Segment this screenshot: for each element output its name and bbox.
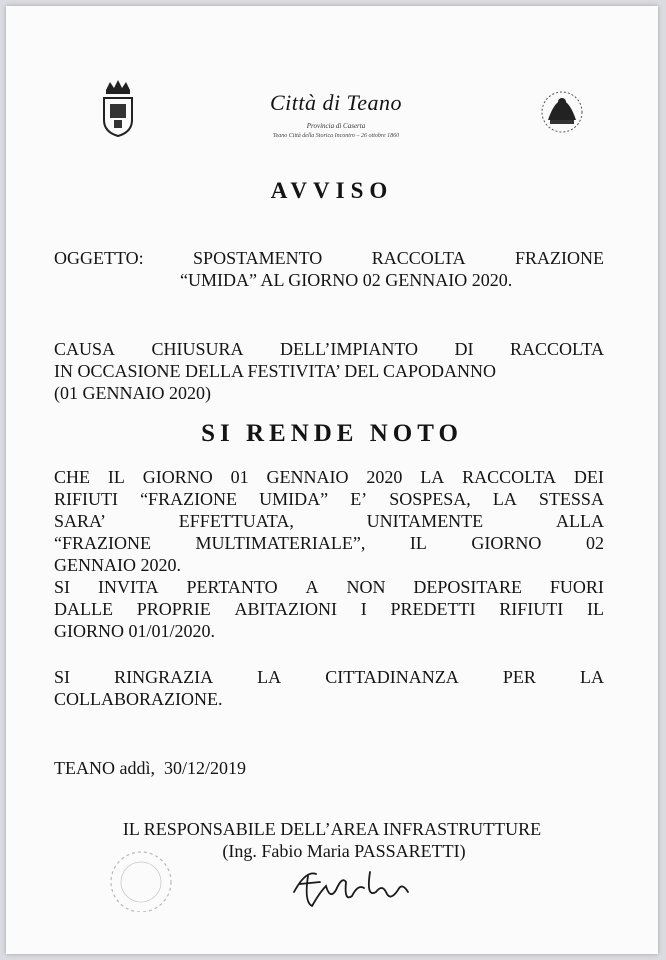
announcement-heading: SI RENDE NOTO xyxy=(201,420,463,447)
subject-line-2: “UMIDA” AL GIORNO 02 GENNAIO 2020. xyxy=(180,270,513,290)
city-heading xyxy=(236,90,436,139)
signatory-title: IL RESPONSABILE DELL’AREA INFRASTRUTTURE xyxy=(122,819,542,839)
motto-line: Teano Città della Storica Incontro – 26 ottobre 1860 xyxy=(272,133,400,139)
letterhead xyxy=(6,76,658,166)
handwritten-signature xyxy=(286,862,426,912)
official-stamp-icon xyxy=(96,842,186,912)
notice-title: AVVISO xyxy=(270,178,394,203)
place-and-date: TEANO addì, 30/12/2019 xyxy=(54,758,246,778)
thanks-paragraph: SI RINGRAZIA LA CITTADINANZA PER LA COLLABORAZIONE. xyxy=(54,667,604,709)
province-line: Provincia di Caserta xyxy=(306,122,366,130)
announcement-body: CHE IL GIORNO 01 GENNAIO 2020 LA RACCOLTA DEI RIFIUTI “FRAZIONE UMIDA” E’ SOSPESA, LA STESSA SARA’ EFFETTUATA, UNITAMENTE ALLA “FRAZIONE MULTIMATERIALE”, IL GIORNO 02 GENNAIO 2020. SI INVITA PERTANTO A NON DEPOSITARE FUORI DALLE PROPRIE ABITAZIONI I PREDETTI RIFIUTI IL GIORNO 01/01/2020. xyxy=(54,467,604,641)
subject-paragraph xyxy=(54,247,604,291)
city-name: Città di Teano xyxy=(269,90,403,115)
garibaldi-emblem-icon xyxy=(536,90,588,134)
signatory-name: (Ing. Fabio Maria PASSARETTI) xyxy=(222,841,466,861)
subject-line-1: OGGETTO: SPOSTAMENTO RACCOLTA FRAZIONE xyxy=(54,248,604,268)
subject-label: OGGETTO: xyxy=(54,248,144,268)
municipal-crest-icon xyxy=(98,76,138,138)
cause-paragraph: CAUSA CHIUSURA DELL’IMPIANTO DI RACCOLTA IN OCCASIONE DELLA FESTIVITA’ DEL CAPODANNO (01 GENNAIO 2020) xyxy=(54,339,604,403)
notice-document xyxy=(6,6,658,954)
